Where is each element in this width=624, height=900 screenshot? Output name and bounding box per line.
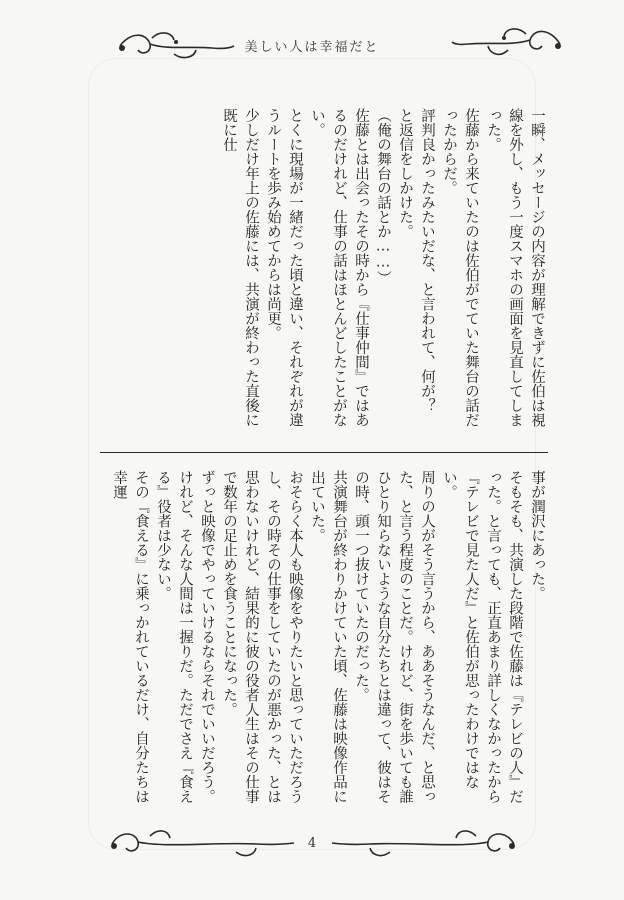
top-right-ornament-icon <box>450 24 568 62</box>
running-header-title: 美しい人は幸福だと <box>244 40 380 55</box>
paragraph: 佐藤とは出会ったその時から『仕事仲間』ではあるのだけれど、仕事の話はほとんどしたことがない。 <box>309 108 369 427</box>
paragraph: とくに現場が一緒だった頃と違い、それぞれが違うルートを歩み始めてからは尚更。 <box>265 108 303 427</box>
paragraph: 佐藤から来ていたのは佐伯がでていた舞台の話だったからだ。 <box>441 108 479 427</box>
page-number: 4 <box>307 836 317 851</box>
paragraph: ずっと映像でやっていけるならそれでいいだろう。けれど、そんな人間は一握りだ。ただでさえ『食える』役者は少ない。 <box>155 470 215 804</box>
paragraph: おそらく本人も映像をやりたいと思っていただろうし、その時その仕事をしていたのが悪かった、とは思わないけれど、結果的に彼の役者人生はその仕事で数年の足止めを食うことになった。 <box>221 470 303 804</box>
paragraph: 少しだけ年上の佐藤には、共演が終わった直後に既に仕 <box>221 108 259 427</box>
paragraph: 周りの人がそう言うから、ああそうなんだ、と思った、と言う程度のことだ。けれど、街を歩いても誰ひとり知らないような自分たちとは違って、彼はその時、頭一つ抜けていたのだった。 <box>353 470 435 804</box>
paragraph: 評判良かったみたいだな、と言われて、何が？ と返信をしかけた。 <box>397 108 435 427</box>
paragraph: その『食える』に乗っかれているだけ、自分たちは幸運 <box>111 470 149 804</box>
bottom-text-block <box>88 470 548 810</box>
paragraph: （俺の舞台の話とか……） <box>375 108 391 285</box>
paragraph: 一瞬、メッセージの内容が理解できずに佐伯は視線を外し、もう一度スマホの画面を見直してしまった。 <box>485 108 545 427</box>
paragraph: 共演舞台が終わりかけていた頃、佐藤は映像作品に出ていた。 <box>309 470 347 804</box>
section-divider <box>100 452 548 453</box>
paragraph: 事が潤沢にあった。 <box>529 470 545 601</box>
bottom-right-ornament-icon <box>330 826 520 860</box>
top-text-block <box>88 108 548 434</box>
paragraph: そもそも、共演した段階で佐藤は『テレビの人』だった。と言っても、正直あまり詳しくなかったから『テレビで見た人だ』と佐伯が思ったわけではない。 <box>441 470 523 804</box>
